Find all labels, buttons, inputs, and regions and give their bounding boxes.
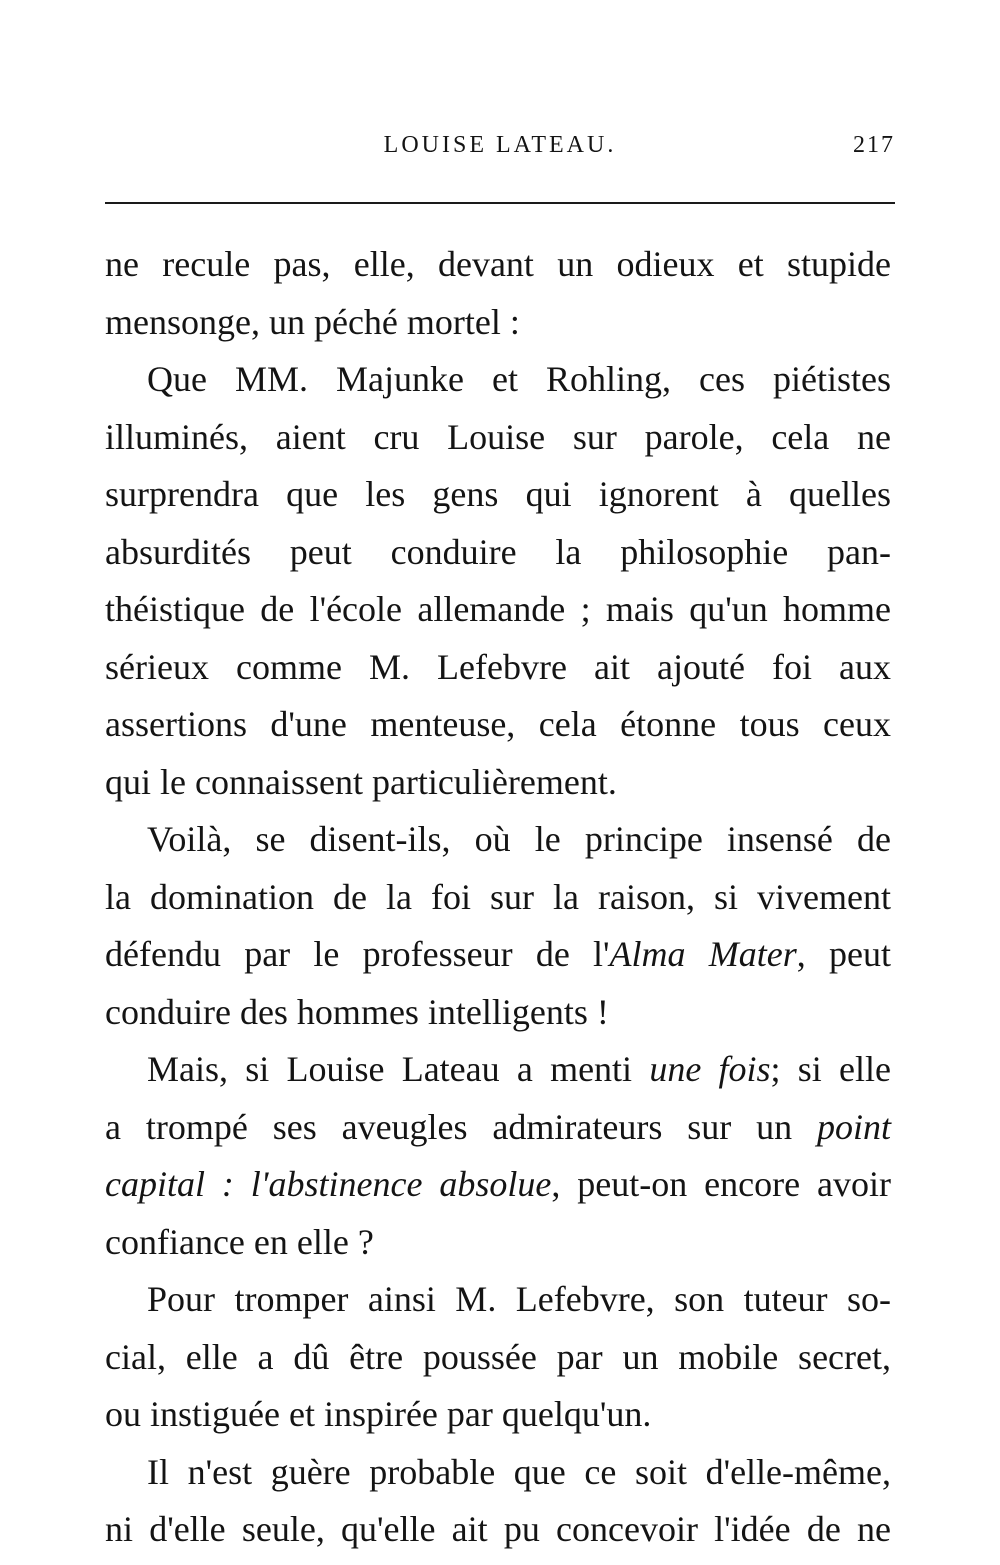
- text-segment: ne recule pas, elle, devant un odieux et stupide: [105, 244, 891, 284]
- text-line: [105, 409, 891, 467]
- text-line: [105, 811, 891, 869]
- text-segment: assertions d'une menteuse, cela étonne tous ceux: [105, 704, 891, 744]
- text-segment: qui le connaissent particulièrement.: [105, 761, 617, 802]
- text-line: [105, 466, 891, 524]
- running-title: LOUISE LATEAU.: [383, 132, 617, 158]
- text-segment: ou instiguée et inspirée par quelqu'un.: [105, 1394, 652, 1434]
- text-segment: sérieux comme M. Lefebvre ait ajouté foi aux: [105, 646, 891, 687]
- text-line: [105, 1329, 891, 1387]
- text-line: [105, 926, 891, 984]
- text-line: [105, 1386, 891, 1444]
- text-segment: illuminés, aient cru Louise sur parole, cela ne: [105, 416, 891, 457]
- text-line: [105, 524, 891, 582]
- text-segment: la domination de la foi sur la raison, si vivement: [105, 876, 891, 917]
- text-line: [105, 1444, 891, 1502]
- text-line: [105, 236, 891, 294]
- text-segment: théistique de l'école allemande ; mais qu'un homme: [105, 589, 891, 629]
- text-segment: a trompé ses aveugles admirateurs sur un: [105, 1106, 817, 1147]
- text-segment: absurdités peut conduire la philosophie pan-: [105, 531, 891, 572]
- text-segment: , peut-on encore avoir: [551, 1164, 891, 1204]
- italic-text-segment: une fois: [649, 1049, 771, 1089]
- text-segment: conduire des hommes intelligents !: [105, 991, 609, 1032]
- page-number: 217: [853, 132, 895, 158]
- text-line: [105, 1271, 891, 1329]
- text-line: [105, 1501, 891, 1559]
- text-line: [105, 639, 891, 697]
- text-segment: défendu par le professeur de l': [105, 934, 610, 974]
- text-segment: ; si elle: [770, 1049, 891, 1089]
- running-head: [105, 132, 895, 168]
- text-line: [105, 1041, 891, 1099]
- text-segment: Que MM. Majunke et Rohling, ces piétistes: [147, 359, 891, 399]
- text-segment: surprendra que les gens qui ignorent à quelles: [105, 474, 891, 514]
- text-segment: mensonge, un péché mortel :: [105, 301, 520, 342]
- text-segment: , peut: [796, 934, 891, 974]
- text-segment: Il n'est guère probable que ce soit d'elle-même,: [147, 1451, 891, 1492]
- text-line: [105, 984, 891, 1042]
- text-segment: cial, elle a dû être poussée par un mobile secret,: [105, 1336, 891, 1377]
- text-segment: ni d'elle seule, qu'elle ait pu concevoir l'idée de ne: [105, 1509, 891, 1549]
- text-line: [105, 1214, 891, 1272]
- text-line: [105, 294, 891, 352]
- text-line: [105, 696, 891, 754]
- text-line: [105, 754, 891, 812]
- text-line: [105, 581, 891, 639]
- text-line: [105, 1156, 891, 1214]
- italic-text-segment: capital : l'abstinence absolue: [105, 1164, 552, 1204]
- body-text: [105, 236, 891, 1559]
- text-segment: Pour tromper ainsi M. Lefebvre, son tuteur so-: [147, 1279, 891, 1319]
- text-segment: Mais, si Louise Lateau a menti: [147, 1049, 650, 1089]
- italic-text-segment: Alma Mater: [609, 934, 797, 974]
- text-line: [105, 351, 891, 409]
- text-line: [105, 869, 891, 927]
- italic-text-segment: point: [816, 1106, 891, 1147]
- text-segment: confiance en elle ?: [105, 1221, 374, 1262]
- header-rule: [105, 202, 895, 204]
- text-segment: Voilà, se disent-ils, où le principe insensé de: [147, 819, 891, 859]
- text-line: [105, 1099, 891, 1157]
